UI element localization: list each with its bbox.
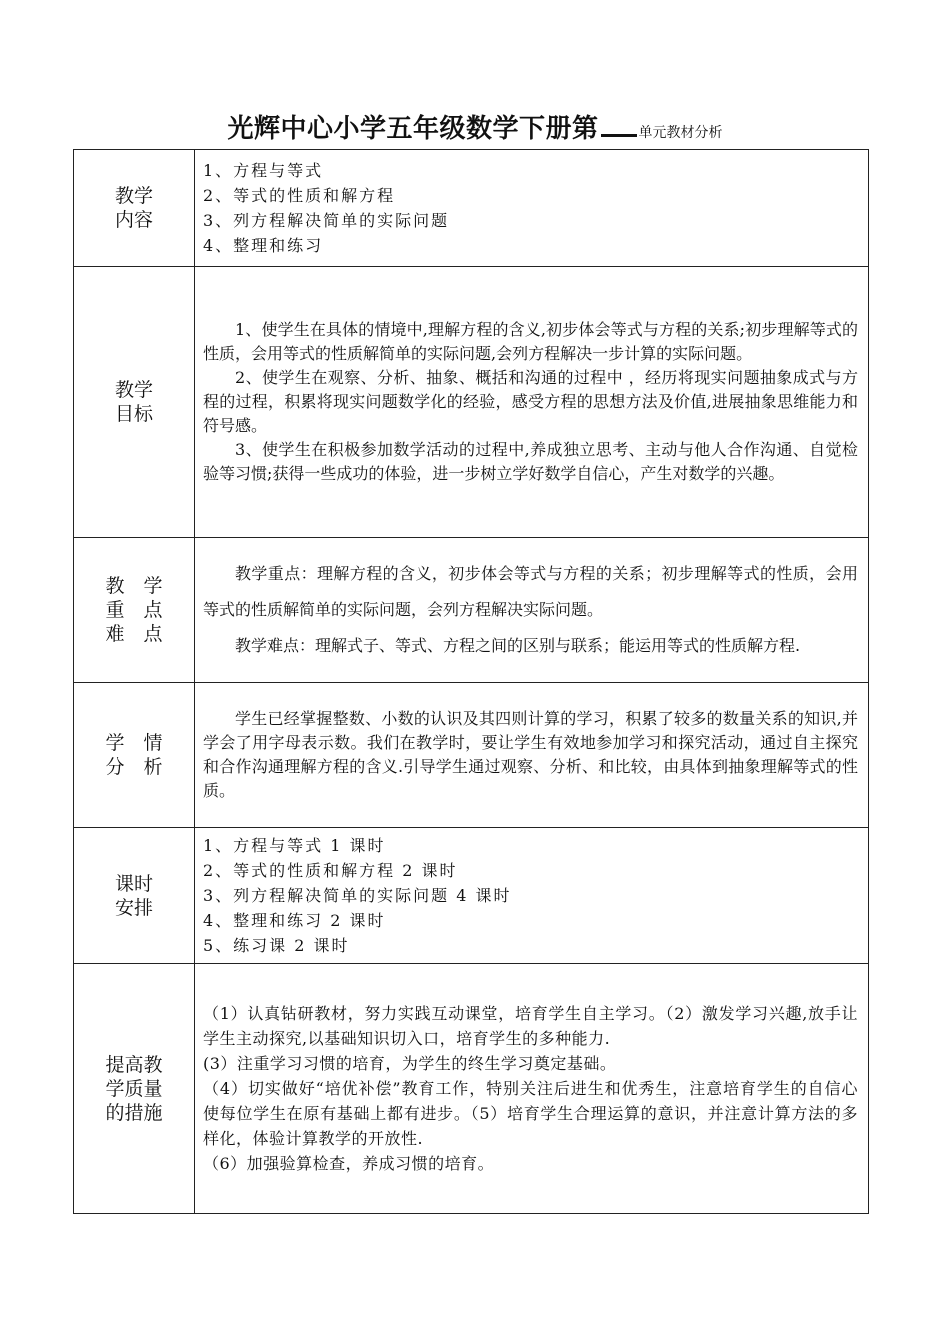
teaching-content-list <box>195 150 869 267</box>
measure-paragraph: （1）认真钻研教材，努力实践互动课堂，培育学生自主学习。（2）激发学习兴趣,放手让学生主动探究,以基础知识切入口，培育学生的多种能力. <box>203 1004 858 1048</box>
label-key-points: 教 学 重 点 难 点 <box>74 538 195 683</box>
row-teaching-goals <box>74 267 869 538</box>
analysis-table <box>73 149 869 1214</box>
goal-paragraph: 1、使学生在具体的情境中,理解方程的含义,初步体会等式与方程的关系;初步理解等式的性质，会用等式的性质解简单的实际问题,会列方程解决一步计算的实际问题。 <box>203 320 858 363</box>
label-schedule: 课时 安排 <box>74 828 195 964</box>
row-measures <box>74 964 869 1214</box>
row-teaching-content <box>74 150 869 267</box>
document-title <box>0 108 950 145</box>
schedule-list <box>195 828 869 964</box>
list-item: 2、等式的性质和解方程 2 课时 <box>203 861 458 880</box>
goal-paragraph: 2、使学生在观察、分析、抽象、概括和沟通的过程中 ，经历将现实问题抽象成式与方程的过程，积累将现实问题数学化的经验，感受方程的思想方法及价值,进展抽象思维能力和符号感。 <box>203 368 858 435</box>
title-main: 光辉中心小学五年级数学下册第 <box>227 114 599 144</box>
student-analysis-text <box>195 683 869 828</box>
label-measures: 提高教 学质量 的措施 <box>74 964 195 1214</box>
measures-text <box>195 964 869 1214</box>
title-suffix: 单元教材分析 <box>638 125 723 141</box>
list-item: 4、整理和练习 <box>203 236 324 255</box>
analysis-paragraph: 学生已经掌握整数、小数的认识及其四则计算的学习，积累了较多的数量关系的知识,并学会了用字母表示数。我们在教学时，要让学生有效地参加学习和探究活动，通过自主探究和合作沟通理解方程的含义.引导学生通过观察、分析、和比较，由具体到抽象理解等式的性质。 <box>203 709 858 800</box>
list-item: 1、方程与等式 <box>203 161 324 180</box>
key-points-text <box>195 538 869 683</box>
measure-paragraph: （4）切实做好“培优补偿”教育工作，特别关注后进生和优秀生，注意培育学生的自信心使每位学生在原有基础上都有进步。（5）培育学生合理运算的意识，并注意计算方法的多样化，体验计算教学的开放性. <box>203 1079 858 1148</box>
teaching-goals-text <box>195 267 869 538</box>
row-key-points <box>74 538 869 683</box>
list-item: 5、练习课 2 课时 <box>203 936 350 955</box>
row-schedule <box>74 828 869 964</box>
list-item: 2、等式的性质和解方程 <box>203 186 396 205</box>
measure-paragraph: (3）注重学习习惯的培育，为学生的终生学习奠定基础。 <box>203 1054 617 1073</box>
difficulty-paragraph: 教学难点：理解式子、等式、方程之间的区别与联系；能运用等式的性质解方程. <box>235 636 801 655</box>
label-student-analysis: 学 情 分 析 <box>74 683 195 828</box>
label-teaching-goals: 教学 目标 <box>74 267 195 538</box>
goal-paragraph: 3、使学生在积极参加数学活动的过程中,养成独立思考、主动与他人合作沟通、自觉检验等习惯;获得一些成功的体验，进一步树立学好数学自信心，产生对数学的兴趣。 <box>203 440 858 483</box>
label-teaching-content: 教学 内容 <box>74 150 195 267</box>
row-student-analysis <box>74 683 869 828</box>
key-point-paragraph: 教学重点：理解方程的含义，初步体会等式与方程的关系；初步理解等式的性质，会用等式的性质解简单的实际问题，会列方程解决实际问题。 <box>203 564 858 619</box>
list-item: 3、列方程解决简单的实际问题 <box>203 211 450 230</box>
list-item: 1、方程与等式 1 课时 <box>203 836 386 855</box>
measure-paragraph: （6）加强验算检查，养成习惯的培育。 <box>203 1154 495 1173</box>
title-blank-underline <box>601 116 637 137</box>
list-item: 4、整理和练习 2 课时 <box>203 911 386 930</box>
list-item: 3、列方程解决简单的实际问题 4 课时 <box>203 886 512 905</box>
